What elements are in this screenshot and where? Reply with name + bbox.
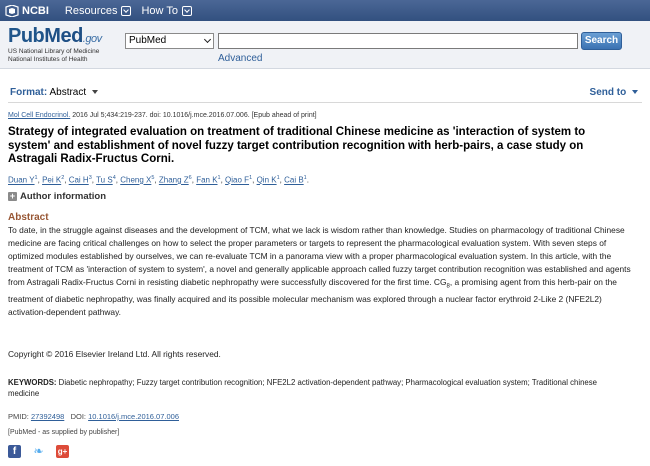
author-affiliation: 3	[88, 175, 92, 181]
abstract-heading: Abstract	[8, 212, 49, 223]
author-affiliation: 4	[112, 175, 116, 181]
abstract-text: To date, in the struggle against diseases and the development of TCM, what we lack is wisdom rather than knowledge. Studies on pharmacology of traditional Chinese medicine are facing critical challenges on how to select the proper parameters or targets to represent the pharmacological evaluation system. With seven steps of optimized modules established by ourselves, we can re-evaluate TCM in a panorama view with a proper pharmacological evaluation system. In this article, with the treatment of TCM as 'interaction of system to system', a novel and generally applicable approach called fuzzy target contribution recognition was established and agents from Astragali Radix-Fructus Corni in resisting diabetic nephropathy were successfully discovered for the first time. $CG_8$, a promising agent from this herb-pair on the treatment of diabetic nephropathy, was finally acquired and its possible molecular mechanism was explored through a nuclear factor erythroid 2-Like 2 (NFE2L2) activation-dependent pathway.	[8, 225, 631, 318]
brand-gov: .gov	[82, 33, 102, 45]
author-link[interactable]: Pei K	[42, 175, 62, 185]
nih-line: National Institutes of Health	[8, 55, 88, 63]
display-toolbar	[0, 77, 650, 103]
author-separator: .	[306, 175, 309, 185]
copyright: Copyright © 2016 Elsevier Ireland Ltd. All rights reserved.	[8, 349, 221, 359]
author-separator: ,	[191, 175, 197, 185]
author-separator: ,	[64, 175, 69, 185]
author-link[interactable]: Duan Y	[8, 175, 35, 185]
doi-label: DOI:	[70, 412, 86, 421]
advanced-search-link[interactable]: Advanced	[218, 53, 263, 64]
citation-details: 2016 Jul 5;434:219-237. doi: 10.1016/j.mce.2016.07.006. [Epub ahead of print]	[70, 112, 317, 119]
author-affiliation: 1	[276, 175, 280, 181]
author-link[interactable]: Cheng X	[120, 175, 152, 185]
author-link[interactable]: Zhang Z	[158, 175, 189, 185]
resources-menu[interactable]	[65, 5, 132, 17]
author-separator: ,	[37, 175, 43, 185]
brand-med: Med	[44, 25, 83, 47]
author-separator: ,	[279, 175, 285, 185]
author-link[interactable]: Cai B	[284, 175, 304, 185]
ncbi-logo-icon	[5, 5, 19, 17]
citation	[8, 112, 317, 119]
author-affiliation: 6	[188, 175, 192, 181]
author-information-label: Author information	[20, 191, 107, 202]
ncbi-logo-text: NCBI	[22, 4, 49, 17]
author-affiliation: 1	[34, 175, 38, 181]
google-plus-icon[interactable]: g+	[57, 447, 68, 456]
divider	[8, 102, 642, 103]
ncbi-top-bar	[0, 0, 650, 21]
author-affiliation: 1	[249, 175, 253, 181]
author-affiliation: 1	[303, 175, 307, 181]
author-link[interactable]: Cai H	[68, 175, 89, 185]
pubmed-status: [PubMed - as supplied by publisher]	[8, 429, 120, 436]
author-link[interactable]: Tu S	[96, 175, 113, 185]
send-to-menu[interactable]	[590, 87, 638, 98]
brand-pub: Pub	[8, 25, 45, 47]
how-to-menu-label: How To	[141, 4, 178, 17]
social-share	[8, 445, 80, 458]
author-link[interactable]: Fan K	[196, 175, 218, 185]
pubmed-brand	[8, 25, 102, 48]
twitter-icon[interactable]: ❧	[33, 444, 44, 458]
format-label: Format:	[10, 87, 48, 98]
article-identifiers	[8, 412, 179, 421]
keywords-label: KEYWORDS:	[8, 378, 57, 387]
chevron-down-icon	[182, 6, 192, 16]
caret-down-icon	[92, 90, 98, 94]
search-area	[0, 21, 650, 69]
author-affiliation: 1	[217, 175, 221, 181]
search-button[interactable]: Search	[581, 32, 622, 50]
chevron-down-icon	[121, 6, 131, 16]
pmid-label: PMID:	[8, 412, 29, 421]
article-title: Strategy of integrated evaluation on treatment of traditional Chinese medicine as 'interaction of system to system' and establishment of novel fuzzy target contribution recognition with herb-pairs, a case study on Astragali Radix-Fructus Corni.	[8, 126, 586, 165]
journal-link[interactable]: Mol Cell Endocrinol.	[8, 112, 71, 119]
ncbi-logo[interactable]	[5, 5, 49, 17]
expand-plus-icon: +	[9, 191, 16, 201]
keywords-list: Diabetic nephropathy; Fuzzy target contribution recognition; NFE2L2 activation-dependent pathway; Pharmacological evaluation system; Traditional chinese medicine	[8, 378, 597, 398]
facebook-icon[interactable]: f	[8, 445, 21, 458]
resources-menu-label: Resources	[64, 4, 118, 17]
author-information-toggle[interactable]	[8, 191, 106, 202]
caret-down-icon	[632, 90, 638, 94]
keywords	[8, 378, 628, 399]
database-select-value: PubMed	[129, 35, 167, 46]
nlm-line: US National Library of Medicine	[8, 48, 100, 55]
doi-link[interactable]: 10.1016/j.mce.2016.07.006	[88, 412, 179, 421]
author-separator: ,	[220, 175, 226, 185]
author-list	[8, 175, 309, 185]
author-link[interactable]: Qin K	[256, 175, 277, 185]
database-select[interactable]	[125, 33, 214, 49]
author-separator: ,	[252, 175, 257, 185]
author-link[interactable]: Qiao F	[225, 175, 250, 185]
send-to-label: Send to	[589, 87, 627, 98]
how-to-menu[interactable]	[141, 5, 191, 17]
format-selector[interactable]	[10, 87, 98, 98]
author-separator: ,	[115, 175, 121, 185]
author-affiliation: 2	[61, 175, 65, 181]
pmid-link[interactable]: 27392498	[30, 412, 65, 421]
chevron-down-icon	[204, 36, 211, 43]
format-value: Abstract	[49, 87, 87, 98]
author-separator: ,	[154, 175, 159, 185]
author-affiliation: 5	[151, 175, 155, 181]
pubmed-logo[interactable]	[8, 25, 102, 63]
author-separator: ,	[91, 175, 97, 185]
search-input[interactable]	[218, 33, 578, 49]
